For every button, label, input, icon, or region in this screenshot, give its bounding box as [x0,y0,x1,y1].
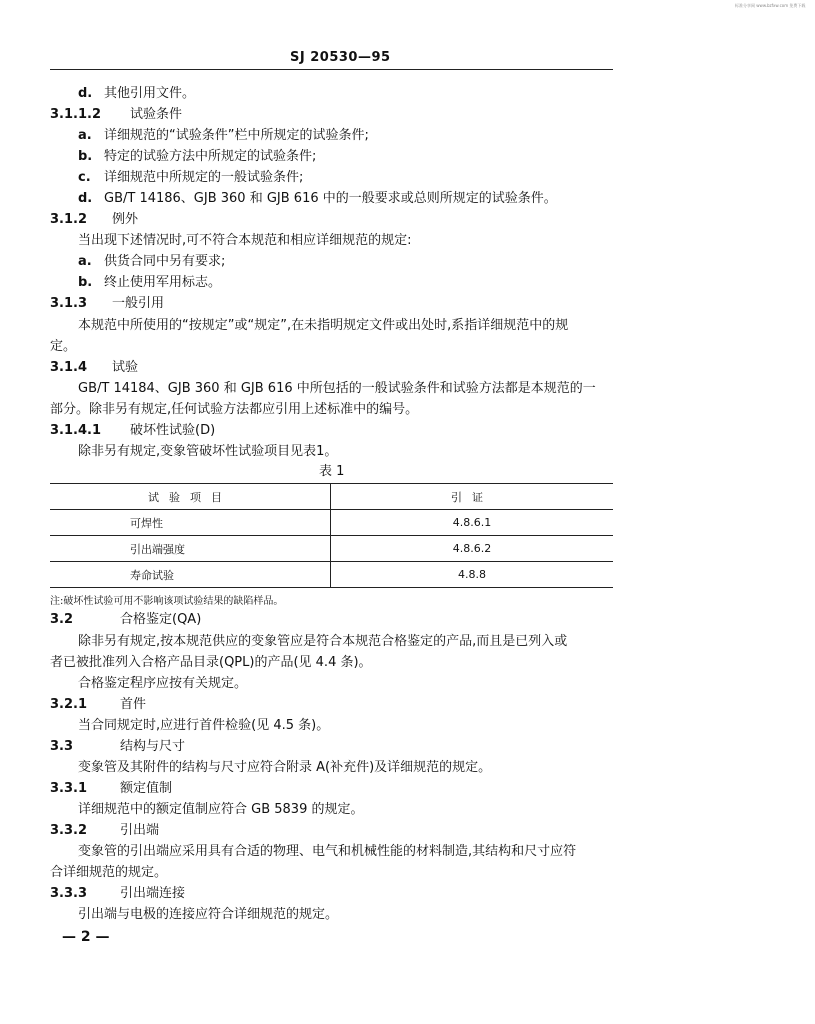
section-title: 合格鉴定(QA) [120,612,202,627]
paragraph: GB/T 14184、GJB 360 和 GJB 616 中所包括的一般试验条件和试验方法都是本规范的一 [78,381,596,396]
section-title: 试验条件 [130,107,183,122]
table-cell: 引出端强度 [50,536,331,562]
paragraph: 本规范中所使用的“按规定”或“规定”,在未指明规定文件或出处时,系指详细规范中的规 [78,318,569,333]
document-code-header: SJ 20530—95 [290,50,391,65]
paragraph: 详细规范中的额定值制应符合 GB 5839 的规定。 [78,802,364,817]
section-title: 破坏性试验(D) [130,423,216,438]
section-number: 3.1.4.1 [50,423,101,438]
section-title: 结构与尺寸 [120,739,186,754]
section-title: 试验 [112,360,139,375]
list-item [78,253,225,271]
header-rule [50,69,613,70]
item-text: 详细规范中所规定的一般试验条件; [104,170,304,185]
list-item [78,85,195,103]
item-key: d. [78,191,93,206]
section-number: 3.3.2 [50,823,88,838]
list-item [78,274,221,292]
table-note: 注:破坏性试验可用不影响该项试验结果的缺陷样品。 [50,596,284,607]
list-item [78,148,316,166]
section-number: 3.3 [50,739,74,754]
section-heading [50,738,185,756]
paragraph: 者已被批准列入合格产品目录(QPL)的产品(见 4.4 条)。 [50,655,372,670]
table-cell: 4.8.6.1 [331,510,614,536]
list-item [78,127,369,145]
paragraph: 变象管及其附件的结构与尺寸应符合附录 A(补充件)及详细规范的规定。 [78,760,492,775]
item-key: a. [78,254,92,269]
item-key: a. [78,128,92,143]
section-title: 例外 [112,212,139,227]
column-header-reference: 引证 [331,484,614,510]
section-heading [50,211,138,229]
section-number: 3.1.4 [50,360,88,375]
list-item [78,169,303,187]
paragraph: 当合同规定时,应进行首件检验(见 4.5 条)。 [78,718,330,733]
item-text: 详细规范的“试验条件”栏中所规定的试验条件; [104,128,369,143]
section-title: 引出端 [120,823,160,838]
section-title: 首件 [120,697,147,712]
item-key: d. [78,86,93,101]
item-key: b. [78,149,93,164]
item-key: b. [78,275,93,290]
item-text: 其他引用文件。 [104,86,196,101]
paragraph: 合详细规范的规定。 [50,865,168,880]
section-title: 一般引用 [112,296,165,311]
section-number: 3.1.2 [50,212,88,227]
section-heading [50,696,146,714]
section-heading [50,295,164,313]
paragraph: 定。 [50,339,77,354]
paragraph: 除非另有规定,按本规范供应的变象管应是符合本规范合格鉴定的产品,而且是已列入或 [78,634,568,649]
page-number: — 2 — [62,929,110,945]
table-header-row [50,484,613,510]
paragraph: 部分。除非另有规定,任何试验方法都应引用上述标准中的编号。 [50,402,419,417]
section-heading [50,611,201,629]
corner-stamp: 标准分享网 www.bzfxw.com 免费下载 [735,3,806,8]
table-row [50,536,613,562]
section-title: 额定值制 [120,781,173,796]
section-heading [50,780,172,798]
table-cell: 4.8.8 [331,562,614,588]
section-heading [50,822,159,840]
paragraph: 除非另有规定,变象管破坏性试验项目见表1。 [78,444,338,459]
section-number: 3.1.1.2 [50,107,101,122]
section-number: 3.3.1 [50,781,88,796]
section-number: 3.2.1 [50,697,88,712]
paragraph: 引出端与电极的连接应符合详细规范的规定。 [78,907,339,922]
table-row [50,510,613,536]
section-heading [50,359,138,377]
column-header-test-item: 试验项目 [50,484,331,510]
list-item [78,190,557,208]
destructive-test-table [50,483,613,588]
section-title: 引出端连接 [120,886,186,901]
paragraph: 变象管的引出端应采用具有合适的物理、电气和机械性能的材料制造,其结构和尺寸应符 [78,844,577,859]
item-text: 供货合同中另有要求; [104,254,226,269]
item-text: 终止使用军用标志。 [104,275,222,290]
table-cell: 寿命试验 [50,562,331,588]
table-row [50,562,613,588]
section-number: 3.2 [50,612,74,627]
item-text: GB/T 14186、GJB 360 和 GJB 616 中的一般要求或总则所规定的试验条件。 [104,191,557,206]
table-cell: 4.8.6.2 [331,536,614,562]
section-heading [50,885,185,903]
section-number: 3.1.3 [50,296,88,311]
item-key: c. [78,170,91,185]
paragraph: 合格鉴定程序应按有关规定。 [78,676,248,691]
item-text: 特定的试验方法中所规定的试验条件; [104,149,317,164]
section-heading [50,106,182,124]
section-number: 3.3.3 [50,886,88,901]
table-cell: 可焊性 [50,510,331,536]
paragraph: 当出现下述情况时,可不符合本规范和相应详细规范的规定: [78,233,412,248]
table-caption: 表 1 [319,464,345,479]
section-heading [50,422,215,440]
